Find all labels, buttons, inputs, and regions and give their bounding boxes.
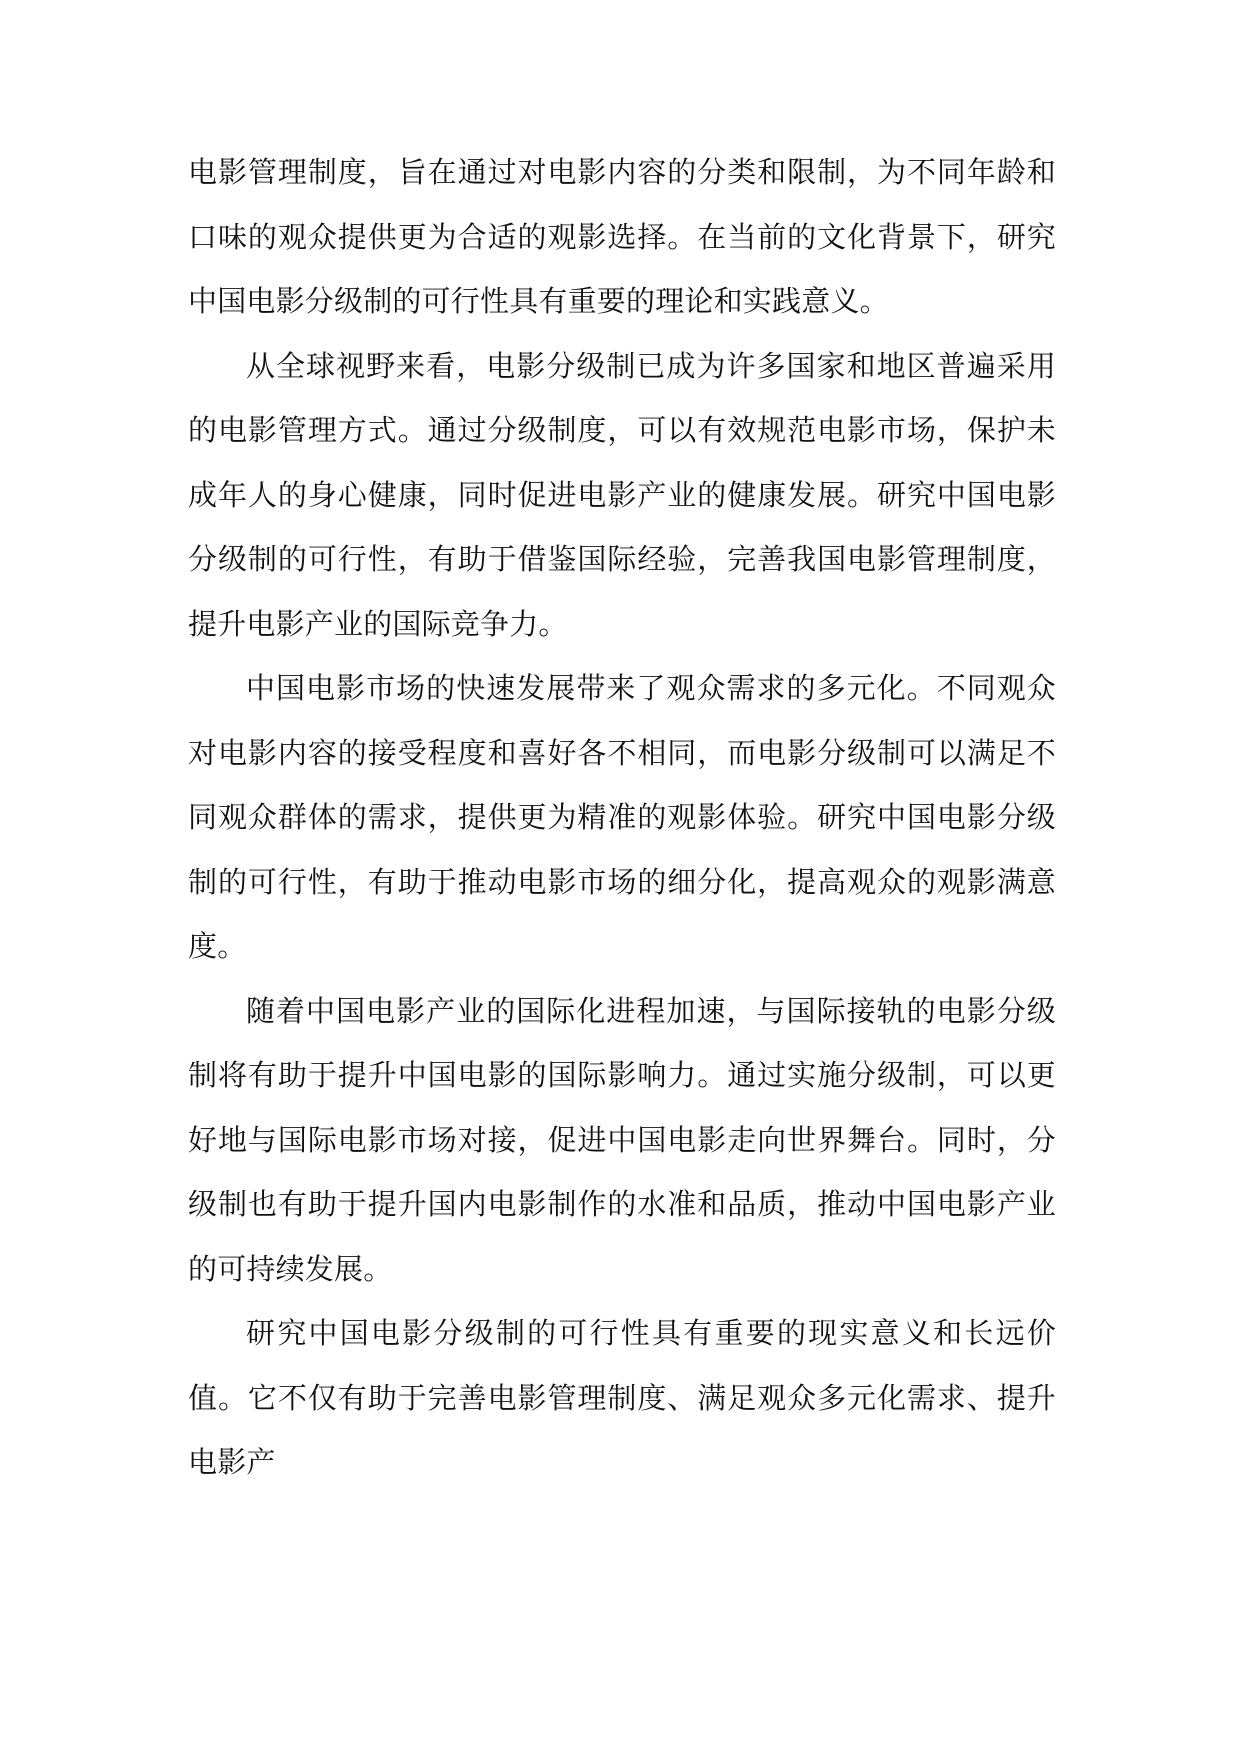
paragraph-2: 从全球视野来看，电影分级制已成为许多国家和地区普遍采用的电影管理方式。通过分级制度，可以有效规范电影市场，保护未成年人的身心健康，同时促进电影产业的健康发展。研究中国电影分级制的可行性，有助于借鉴国际经验，完善我国电影管理制度，提升电影产业的国际竞争力。 (188, 348, 1056, 641)
paragraph-4: 随着中国电影产业的国际化进程加速，与国际接轨的电影分级制将有助于提升中国电影的国际影响力。通过实施分级制，可以更好地与国际电影市场对接，促进中国电影走向世界舞台。同时，分级制也有助于提升国内电影制作的水准和品质，推动中国电影产业的可持续发展。 (188, 993, 1056, 1286)
body-text (188, 140, 1056, 1495)
paragraph-5: 研究中国电影分级制的可行性具有重要的现实意义和长远价值。它不仅有助于完善电影管理制度、满足观众多元化需求、提升电影产 (188, 1316, 1056, 1479)
paragraph-1: 电影管理制度，旨在通过对电影内容的分类和限制，为不同年龄和口味的观众提供更为合适的观影选择。在当前的文化背景下，研究中国电影分级制的可行性具有重要的理论和实践意义。 (188, 155, 1056, 318)
paragraph-3: 中国电影市场的快速发展带来了观众需求的多元化。不同观众对电影内容的接受程度和喜好各不相同，而电影分级制可以满足不同观众群体的需求，提供更为精准的观影体验。研究中国电影分级制的可行性，有助于推动电影市场的细分化，提高观众的观影满意度。 (188, 671, 1056, 963)
